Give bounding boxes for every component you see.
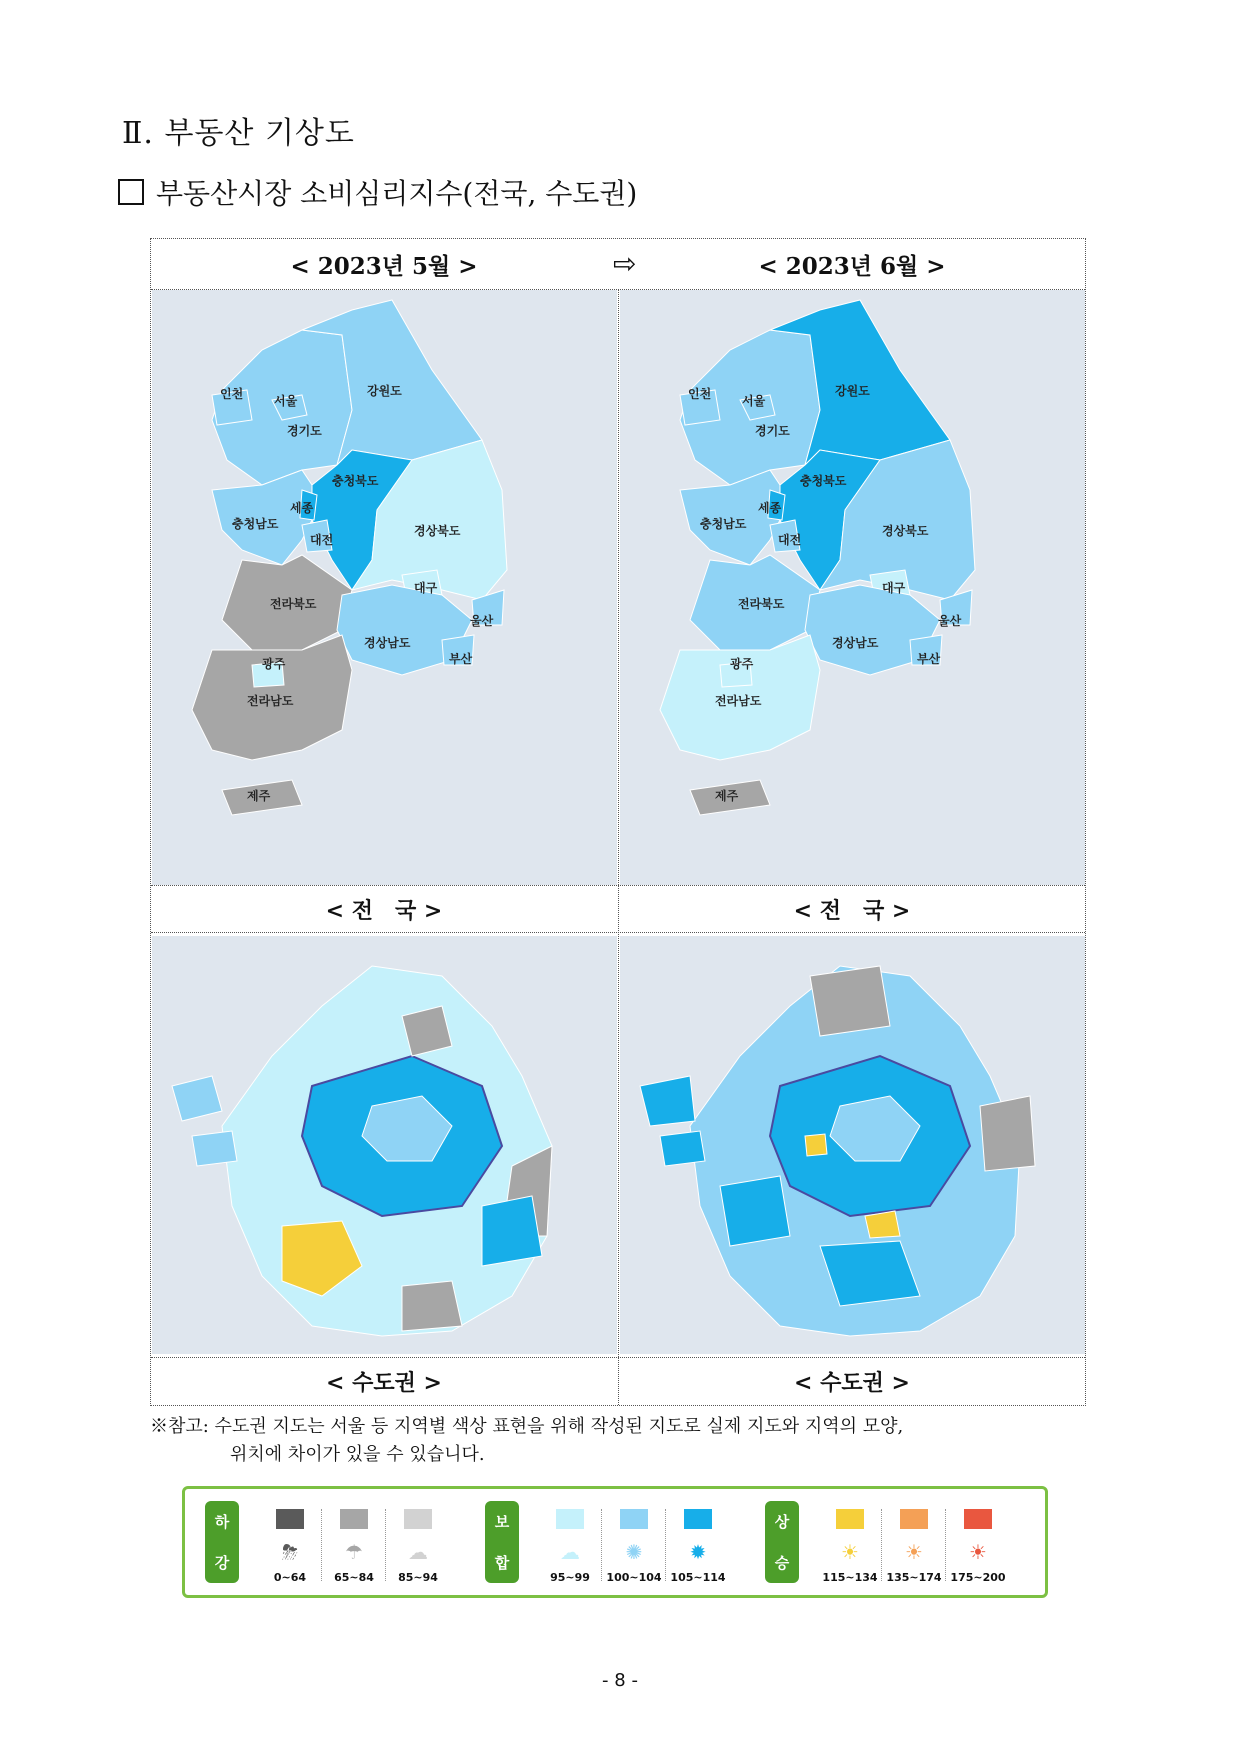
label-chungbuk: 충청북도: [332, 474, 379, 488]
label-daejeon: 대전: [778, 533, 802, 547]
label-chungnam: 충청남도: [232, 517, 279, 531]
legend-range-label: 175~200: [950, 1571, 1006, 1584]
rain-cloud-icon: ☂: [345, 1540, 363, 1564]
checkbox-square-icon: [118, 179, 144, 205]
legend-group-char: 승: [774, 1554, 790, 1572]
island-district: [660, 1131, 705, 1166]
yellow-district: [805, 1134, 827, 1156]
label-jeonbuk: 전라북도: [738, 597, 785, 611]
label-daegu: 대구: [414, 581, 438, 595]
korea-map-svg: [620, 290, 1085, 885]
gray-district: [980, 1096, 1035, 1171]
nation-map-may: [152, 290, 617, 885]
island-district: [640, 1076, 695, 1126]
label-jeonnam: 전라남도: [247, 694, 294, 708]
label-gyeongbuk: 경상북도: [882, 524, 929, 538]
label-daegu: 대구: [882, 581, 906, 595]
label-busan: 부산: [917, 652, 941, 666]
page-number: - 8 -: [602, 1670, 638, 1691]
legend-swatch: [964, 1509, 992, 1529]
legend-swatch: [276, 1509, 304, 1529]
drizzle-cloud-icon: ☁: [408, 1540, 428, 1564]
map-note: [150, 1413, 1090, 1469]
legend-group-char: 강: [214, 1554, 230, 1572]
label-gyeonggi: 경기도: [755, 424, 790, 438]
label-busan: 부산: [449, 652, 473, 666]
label-gyeongnam: 경상남도: [832, 636, 879, 650]
section-title: Ⅱ. 부동산 기상도: [122, 116, 355, 151]
legend-group-char: 상: [774, 1513, 790, 1531]
legend-range-label: 105~114: [670, 1571, 726, 1584]
island-district: [192, 1131, 237, 1166]
legend-range-label: 100~104: [606, 1571, 662, 1584]
capital-area-map-svg: [152, 936, 617, 1354]
period-may-header: < 2023년 5월 >: [290, 252, 478, 280]
sun-cloud-icon: ✺: [625, 1540, 643, 1564]
blue-district: [482, 1196, 542, 1266]
capital-map-may: [152, 936, 617, 1354]
gray-district: [810, 966, 890, 1036]
label-gwangju: 광주: [730, 657, 754, 671]
legend-swatch: [556, 1509, 584, 1529]
label-gyeongnam: 경상남도: [364, 636, 411, 650]
label-jeju: 제주: [247, 789, 271, 803]
legend-range-label: 65~84: [334, 1571, 374, 1584]
label-seoul: 서울: [742, 394, 766, 408]
gray-district: [402, 1281, 462, 1331]
divider: [618, 289, 619, 1405]
label-incheon: 인천: [688, 387, 712, 401]
sun-red-icon: ☀: [969, 1540, 987, 1564]
legend-group-tab: [485, 1501, 519, 1583]
label-jeju: 제주: [715, 789, 739, 803]
label-gyeonggi: 경기도: [287, 424, 322, 438]
cloud-icon: ☁: [560, 1540, 580, 1564]
note-line-2: 위치에 차이가 있을 수 있습니다.: [230, 1444, 485, 1465]
nation-caption-june: < 전 국 >: [793, 897, 911, 924]
nation-map-june: [620, 290, 1085, 885]
nation-caption-may: < 전 국 >: [325, 897, 443, 924]
legend-swatch: [620, 1509, 648, 1529]
map-comparison-table: [150, 238, 1086, 1406]
label-ulsan: 울산: [938, 614, 962, 628]
sun-blue-icon: ✹: [689, 1540, 707, 1564]
legend-range-label: 135~174: [886, 1571, 942, 1584]
legend-range-label: 95~99: [550, 1571, 590, 1584]
legend-group-tab: [765, 1501, 799, 1583]
capital-map-june: [620, 936, 1085, 1354]
label-chungbuk: 충청북도: [800, 474, 847, 488]
legend-swatch: [900, 1509, 928, 1529]
korea-map-svg: [152, 290, 617, 885]
capital-caption-june: < 수도권 >: [794, 1369, 910, 1396]
right-arrow-icon: ⇨: [613, 247, 637, 280]
label-chungnam: 충청남도: [700, 517, 747, 531]
label-daejeon: 대전: [310, 533, 334, 547]
label-gangwon: 강원도: [367, 384, 402, 398]
legend-swatch: [340, 1509, 368, 1529]
legend-group-char: 하: [214, 1513, 230, 1531]
legend-range-label: 115~134: [822, 1571, 878, 1584]
label-sejong: 세종: [290, 501, 314, 515]
label-gyeongbuk: 경상북도: [414, 524, 461, 538]
label-gangwon: 강원도: [835, 384, 870, 398]
legend-range-label: 85~94: [398, 1571, 438, 1584]
island-district: [172, 1076, 222, 1121]
label-jeonnam: 전라남도: [715, 694, 762, 708]
blue-district: [720, 1176, 790, 1246]
label-ulsan: 울산: [470, 614, 494, 628]
period-june-header: < 2023년 6월 >: [758, 252, 946, 280]
thunderstorm-icon: ⛈: [282, 1540, 298, 1564]
sun-yellow-icon: ☀: [841, 1540, 859, 1564]
label-jeonbuk: 전라북도: [270, 597, 317, 611]
legend-swatch: [684, 1509, 712, 1529]
note-line-1: ※참고: 수도권 지도는 서울 등 지역별 색상 표현을 위해 작성된 지도로 실제 지도와 지역의 모양,: [150, 1416, 904, 1437]
label-sejong: 세종: [758, 501, 782, 515]
yellow-district: [865, 1211, 900, 1238]
sun-orange-icon: ☀: [905, 1540, 923, 1564]
legend-swatch: [404, 1509, 432, 1529]
legend-swatch: [836, 1509, 864, 1529]
label-seoul: 서울: [274, 394, 298, 408]
capital-caption-may: < 수도권 >: [326, 1369, 442, 1396]
label-gwangju: 광주: [262, 657, 286, 671]
sub-title-text: 부동산시장 소비심리지수(전국, 수도권): [156, 177, 638, 210]
sub-title: [118, 172, 637, 212]
label-incheon: 인천: [220, 387, 244, 401]
legend-group-char: 합: [494, 1554, 510, 1572]
index-legend: [182, 1486, 1048, 1598]
legend-group-tab: [205, 1501, 239, 1583]
divider: [151, 932, 1085, 933]
legend-range-label: 0~64: [273, 1571, 307, 1584]
capital-area-map-svg: [620, 936, 1085, 1354]
legend-group-char: 보: [494, 1513, 510, 1531]
